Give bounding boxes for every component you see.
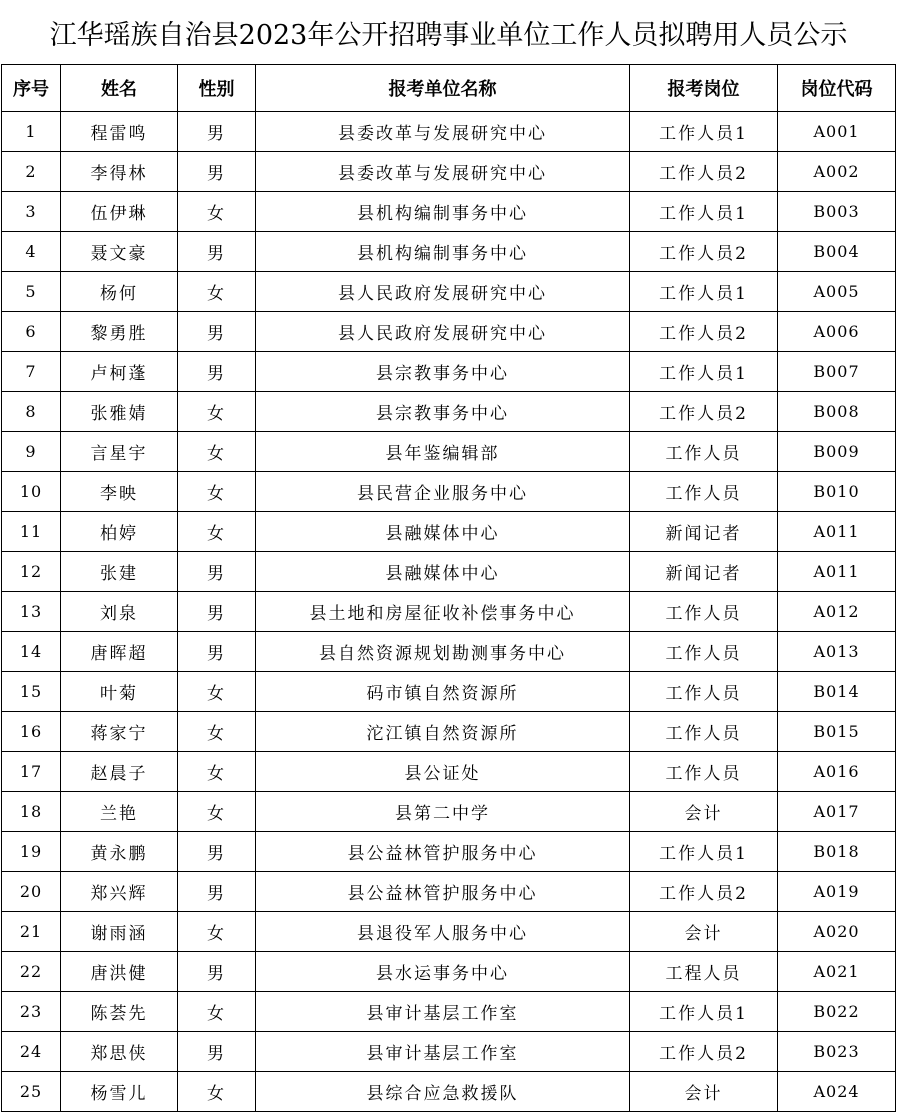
- cell-name: 李得林: [61, 152, 178, 192]
- cell-position: 工作人员: [630, 712, 778, 752]
- cell-gender: 女: [178, 992, 256, 1032]
- cell-code: A020: [778, 912, 896, 952]
- cell-name: 黎勇胜: [61, 312, 178, 352]
- cell-position: 工作人员2: [630, 232, 778, 272]
- cell-index: 17: [2, 752, 61, 792]
- cell-index: 10: [2, 472, 61, 512]
- cell-index: 14: [2, 632, 61, 672]
- table-row: [2, 672, 896, 712]
- table-row: [2, 472, 896, 512]
- cell-position: 工作人员: [630, 472, 778, 512]
- cell-unit: 县融媒体中心: [256, 552, 630, 592]
- cell-gender: 女: [178, 272, 256, 312]
- cell-position: 工作人员: [630, 752, 778, 792]
- cell-gender: 男: [178, 592, 256, 632]
- cell-code: B003: [778, 192, 896, 232]
- cell-gender: 女: [178, 432, 256, 472]
- cell-gender: 男: [178, 352, 256, 392]
- table-row: [2, 312, 896, 352]
- cell-code: B004: [778, 232, 896, 272]
- cell-unit: 县自然资源规划勘测事务中心: [256, 632, 630, 672]
- cell-index: 6: [2, 312, 61, 352]
- table-row: [2, 1032, 896, 1072]
- cell-position: 工作人员1: [630, 272, 778, 312]
- cell-gender: 男: [178, 552, 256, 592]
- cell-code: A016: [778, 752, 896, 792]
- header-unit: 报考单位名称: [256, 65, 630, 112]
- cell-index: 2: [2, 152, 61, 192]
- table-row: [2, 752, 896, 792]
- cell-code: A005: [778, 272, 896, 312]
- cell-name: 程雷鸣: [61, 112, 178, 152]
- cell-position: 工作人员: [630, 432, 778, 472]
- cell-unit: 县综合应急救援队: [256, 1072, 630, 1112]
- cell-index: 13: [2, 592, 61, 632]
- cell-index: 11: [2, 512, 61, 552]
- table-row: [2, 512, 896, 552]
- cell-code: A011: [778, 512, 896, 552]
- cell-position: 工作人员2: [630, 872, 778, 912]
- cell-index: 23: [2, 992, 61, 1032]
- cell-position: 工作人员2: [630, 392, 778, 432]
- cell-position: 工作人员1: [630, 832, 778, 872]
- cell-index: 3: [2, 192, 61, 232]
- cell-position: 会计: [630, 792, 778, 832]
- table-row: [2, 592, 896, 632]
- cell-code: B007: [778, 352, 896, 392]
- cell-gender: 男: [178, 632, 256, 672]
- cell-name: 张建: [61, 552, 178, 592]
- cell-code: B009: [778, 432, 896, 472]
- cell-code: A024: [778, 1072, 896, 1112]
- cell-gender: 男: [178, 152, 256, 192]
- cell-code: A013: [778, 632, 896, 672]
- table-body: [2, 112, 896, 1112]
- cell-gender: 女: [178, 752, 256, 792]
- cell-gender: 女: [178, 672, 256, 712]
- personnel-table: [1, 64, 896, 1112]
- cell-position: 工作人员: [630, 672, 778, 712]
- cell-code: B015: [778, 712, 896, 752]
- cell-position: 工作人员1: [630, 352, 778, 392]
- cell-index: 9: [2, 432, 61, 472]
- cell-index: 12: [2, 552, 61, 592]
- cell-unit: 县第二中学: [256, 792, 630, 832]
- cell-index: 15: [2, 672, 61, 712]
- table-row: [2, 392, 896, 432]
- cell-gender: 男: [178, 112, 256, 152]
- cell-name: 杨何: [61, 272, 178, 312]
- cell-position: 工程人员: [630, 952, 778, 992]
- cell-position: 工作人员2: [630, 312, 778, 352]
- table-row: [2, 952, 896, 992]
- table-row: [2, 832, 896, 872]
- cell-name: 柏婷: [61, 512, 178, 552]
- cell-unit: 县退役军人服务中心: [256, 912, 630, 952]
- header-name: 姓名: [61, 65, 178, 112]
- cell-position: 会计: [630, 912, 778, 952]
- cell-name: 张雅婧: [61, 392, 178, 432]
- cell-gender: 男: [178, 312, 256, 352]
- cell-code: B018: [778, 832, 896, 872]
- cell-name: 卢柯蓬: [61, 352, 178, 392]
- cell-code: A017: [778, 792, 896, 832]
- cell-index: 20: [2, 872, 61, 912]
- cell-position: 工作人员2: [630, 1032, 778, 1072]
- page-title: 江华瑶族自治县2023年公开招聘事业单位工作人员拟聘用人员公示: [49, 19, 848, 51]
- cell-name: 陈荟先: [61, 992, 178, 1032]
- cell-gender: 女: [178, 192, 256, 232]
- table-row: [2, 352, 896, 392]
- table-row: [2, 1072, 896, 1112]
- cell-index: 16: [2, 712, 61, 752]
- cell-index: 18: [2, 792, 61, 832]
- cell-unit: 县机构编制事务中心: [256, 192, 630, 232]
- cell-name: 聂文豪: [61, 232, 178, 272]
- cell-unit: 县委改革与发展研究中心: [256, 152, 630, 192]
- cell-code: A021: [778, 952, 896, 992]
- cell-name: 叶菊: [61, 672, 178, 712]
- cell-code: A012: [778, 592, 896, 632]
- cell-position: 新闻记者: [630, 512, 778, 552]
- cell-code: B014: [778, 672, 896, 712]
- cell-unit: 县公证处: [256, 752, 630, 792]
- cell-code: B022: [778, 992, 896, 1032]
- table-row: [2, 632, 896, 672]
- cell-code: B023: [778, 1032, 896, 1072]
- cell-code: A001: [778, 112, 896, 152]
- cell-code: B008: [778, 392, 896, 432]
- cell-name: 黄永鹏: [61, 832, 178, 872]
- cell-index: 1: [2, 112, 61, 152]
- cell-position: 工作人员1: [630, 112, 778, 152]
- cell-name: 蒋家宁: [61, 712, 178, 752]
- table-row: [2, 192, 896, 232]
- cell-gender: 女: [178, 712, 256, 752]
- table-row: [2, 432, 896, 472]
- cell-unit: 县土地和房屋征收补偿事务中心: [256, 592, 630, 632]
- cell-unit: 县公益林管护服务中心: [256, 832, 630, 872]
- cell-index: 22: [2, 952, 61, 992]
- cell-unit: 县机构编制事务中心: [256, 232, 630, 272]
- header-gender: 性别: [178, 65, 256, 112]
- cell-code: A019: [778, 872, 896, 912]
- cell-gender: 男: [178, 1032, 256, 1072]
- cell-unit: 县年鉴编辑部: [256, 432, 630, 472]
- table-row: [2, 912, 896, 952]
- cell-gender: 女: [178, 472, 256, 512]
- cell-name: 谢雨涵: [61, 912, 178, 952]
- cell-unit: 县民营企业服务中心: [256, 472, 630, 512]
- cell-gender: 女: [178, 1072, 256, 1112]
- cell-unit: 县人民政府发展研究中心: [256, 312, 630, 352]
- cell-gender: 男: [178, 832, 256, 872]
- cell-gender: 男: [178, 952, 256, 992]
- cell-index: 19: [2, 832, 61, 872]
- table-row: [2, 712, 896, 752]
- header-position: 报考岗位: [630, 65, 778, 112]
- cell-unit: 沱江镇自然资源所: [256, 712, 630, 752]
- cell-name: 兰艳: [61, 792, 178, 832]
- cell-position: 新闻记者: [630, 552, 778, 592]
- cell-name: 郑兴辉: [61, 872, 178, 912]
- cell-gender: 男: [178, 232, 256, 272]
- table-row: [2, 792, 896, 832]
- cell-position: 会计: [630, 1072, 778, 1112]
- cell-position: 工作人员2: [630, 152, 778, 192]
- cell-unit: 县委改革与发展研究中心: [256, 112, 630, 152]
- cell-name: 杨雪儿: [61, 1072, 178, 1112]
- cell-unit: 县人民政府发展研究中心: [256, 272, 630, 312]
- cell-name: 唐晖超: [61, 632, 178, 672]
- cell-index: 8: [2, 392, 61, 432]
- header-index: 序号: [2, 65, 61, 112]
- table-row: [2, 872, 896, 912]
- table-row: [2, 152, 896, 192]
- cell-unit: 县审计基层工作室: [256, 1032, 630, 1072]
- cell-code: A011: [778, 552, 896, 592]
- cell-unit: 县宗教事务中心: [256, 392, 630, 432]
- cell-code: A002: [778, 152, 896, 192]
- cell-name: 郑思侠: [61, 1032, 178, 1072]
- table-row: [2, 232, 896, 272]
- table-row: [2, 552, 896, 592]
- cell-gender: 男: [178, 872, 256, 912]
- table-row: [2, 992, 896, 1032]
- header-code: 岗位代码: [778, 65, 896, 112]
- cell-code: B010: [778, 472, 896, 512]
- cell-gender: 女: [178, 912, 256, 952]
- cell-index: 5: [2, 272, 61, 312]
- cell-unit: 县宗教事务中心: [256, 352, 630, 392]
- cell-position: 工作人员1: [630, 992, 778, 1032]
- table-header-row: [2, 65, 896, 112]
- cell-unit: 县水运事务中心: [256, 952, 630, 992]
- cell-unit: 县融媒体中心: [256, 512, 630, 552]
- cell-index: 24: [2, 1032, 61, 1072]
- cell-position: 工作人员: [630, 632, 778, 672]
- cell-code: A006: [778, 312, 896, 352]
- cell-position: 工作人员: [630, 592, 778, 632]
- cell-index: 25: [2, 1072, 61, 1112]
- cell-gender: 女: [178, 512, 256, 552]
- cell-name: 赵晨子: [61, 752, 178, 792]
- cell-index: 4: [2, 232, 61, 272]
- cell-unit: 县审计基层工作室: [256, 992, 630, 1032]
- cell-name: 李映: [61, 472, 178, 512]
- cell-index: 7: [2, 352, 61, 392]
- cell-name: 伍伊琳: [61, 192, 178, 232]
- cell-name: 刘泉: [61, 592, 178, 632]
- table-row: [2, 272, 896, 312]
- cell-unit: 县公益林管护服务中心: [256, 872, 630, 912]
- cell-index: 21: [2, 912, 61, 952]
- cell-name: 言星宇: [61, 432, 178, 472]
- cell-gender: 女: [178, 392, 256, 432]
- cell-position: 工作人员1: [630, 192, 778, 232]
- cell-name: 唐洪健: [61, 952, 178, 992]
- cell-unit: 码市镇自然资源所: [256, 672, 630, 712]
- cell-gender: 女: [178, 792, 256, 832]
- table-row: [2, 112, 896, 152]
